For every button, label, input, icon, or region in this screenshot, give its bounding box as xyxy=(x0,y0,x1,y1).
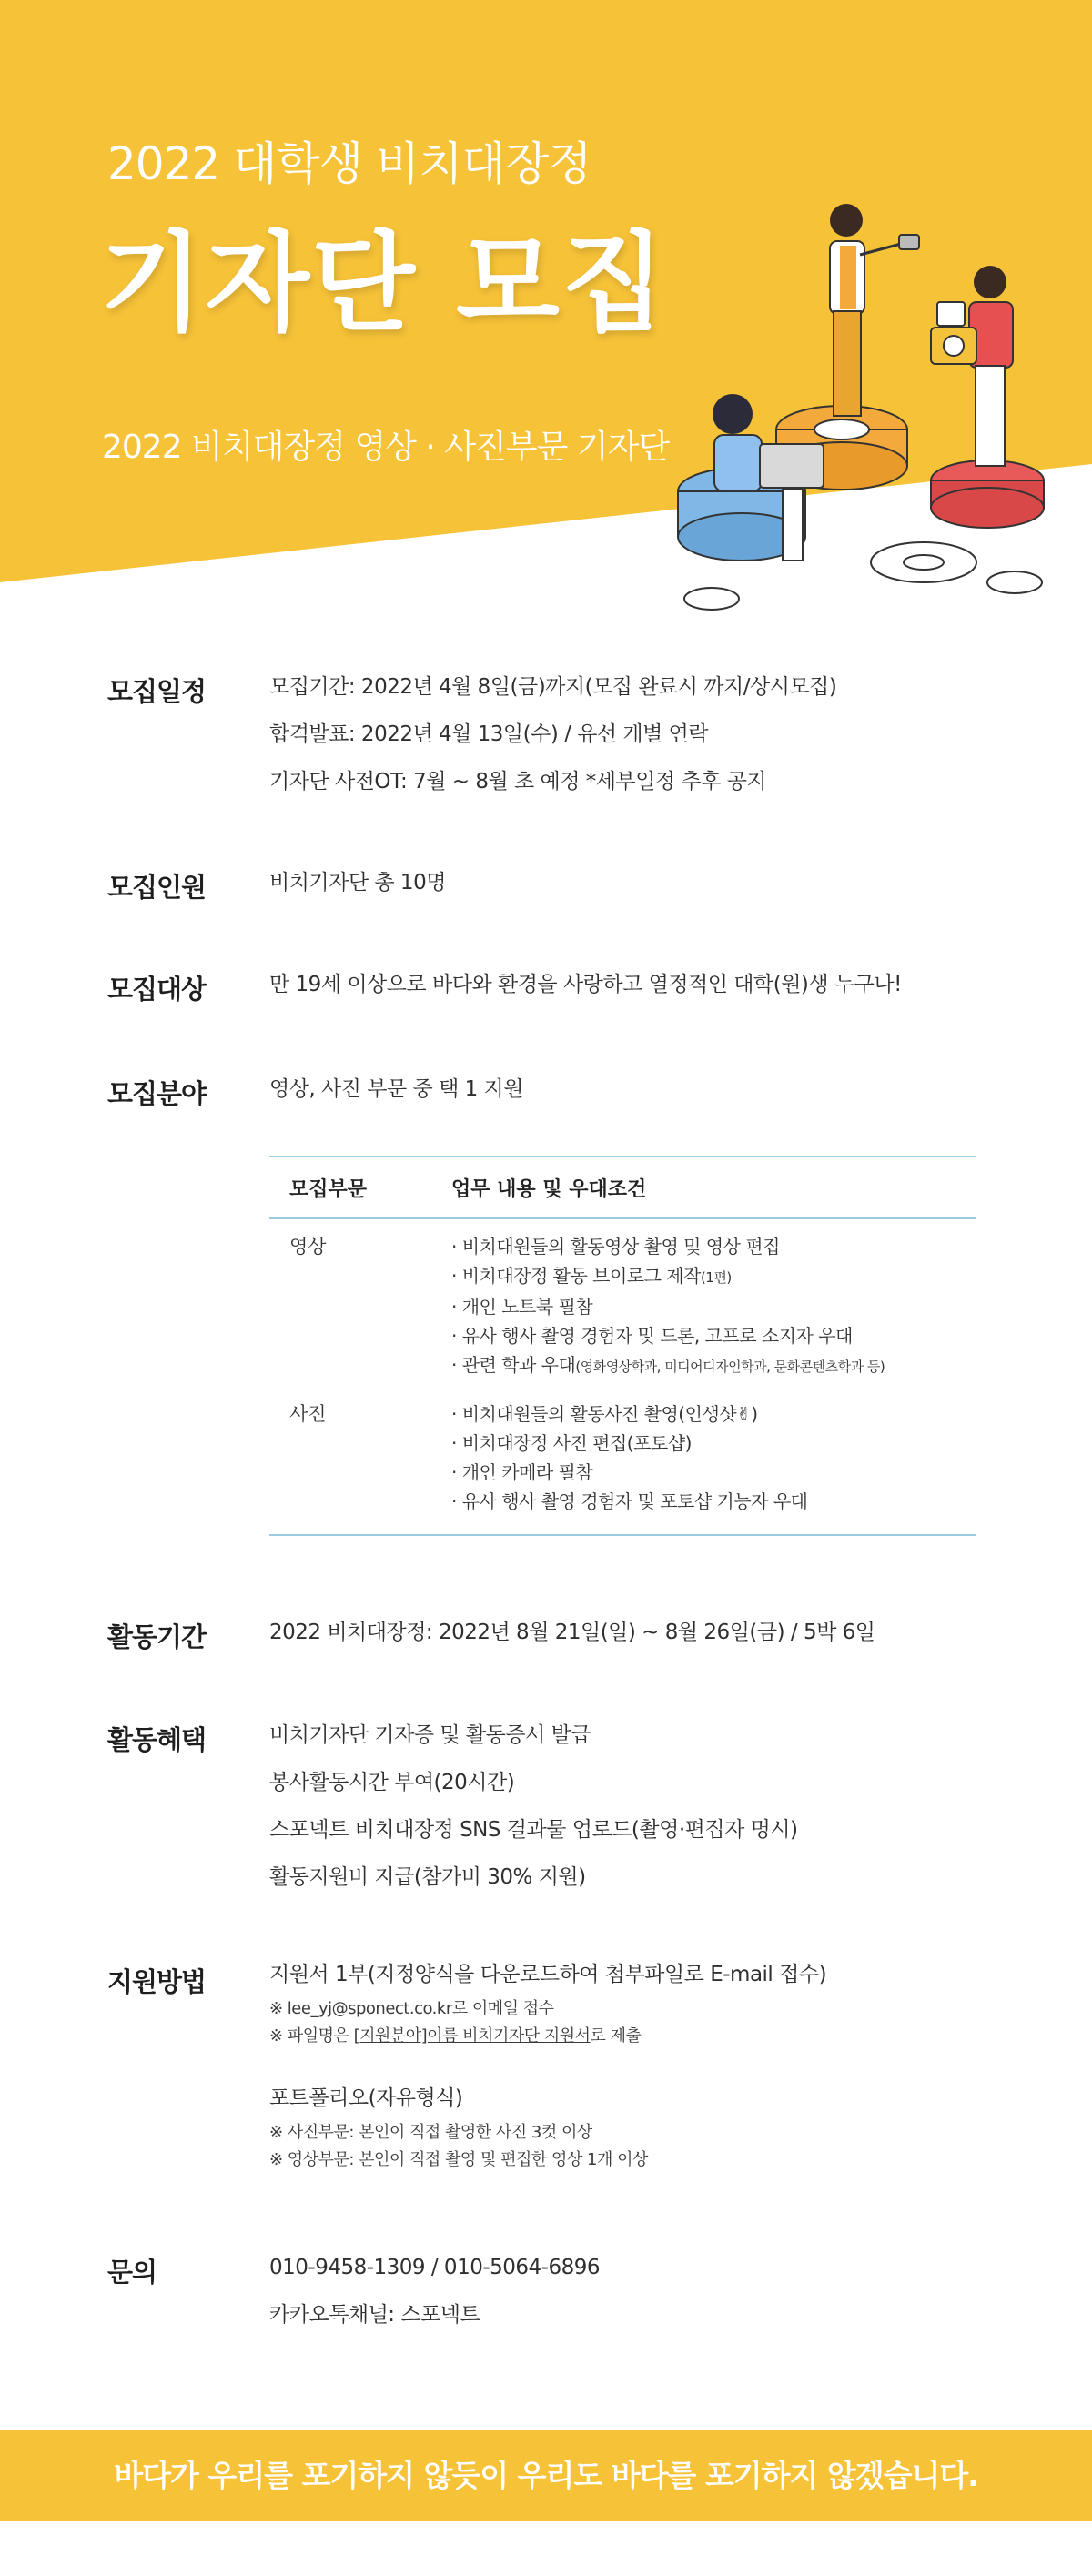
row-item: · 관련 학과 우대(영화영상학과, 미디어디자인학과, 문화콘텐츠학과 등) xyxy=(451,1354,885,1376)
row-item: · 개인 노트북 필참 xyxy=(451,1296,593,1318)
section-label: 모집대상 xyxy=(107,974,207,1005)
man-photographer xyxy=(931,266,1013,466)
section-label: 활동혜택 xyxy=(107,1724,207,1755)
section-period xyxy=(107,1617,1008,1662)
apply-form: 지원서 1부(지정양식을 다운로드하여 첨부파일로 E-mail 접수) xyxy=(269,1963,827,1986)
hero-tagline: 2022 비치대장정 영상 · 사진부문 기자단 xyxy=(102,429,670,466)
footer-slogan: 바다가 우리를 포기하지 않듯이 우리도 바다를 포기하지 않겠습니다. xyxy=(114,2458,978,2493)
row-item: · 비치대원들의 활동사진 촬영(인생샷✌) xyxy=(451,1403,758,1425)
apply-email-note: ※ lee_yj@sponect.co.kr로 이메일 접수 xyxy=(269,1999,554,2018)
row-item: · 비치대장정 활동 브이로그 제작(1편) xyxy=(451,1265,732,1287)
table-row xyxy=(269,1399,976,1516)
row-item: · 비치대장정 사진 편집(포토샵) xyxy=(451,1432,692,1454)
section-target xyxy=(107,969,1008,1015)
target-text: 만 19세 이상으로 바다와 환경을 사랑하고 열정적인 대학(원)생 누구나! xyxy=(269,973,902,996)
section-label: 지원방법 xyxy=(107,1966,207,1997)
schedule-period: 모집기간: 2022년 4월 8일(금)까지(모집 완료시 까지/상시모집) xyxy=(269,675,837,699)
section-label: 활동기간 xyxy=(107,1621,207,1652)
hero-banner xyxy=(0,0,1092,601)
footer-banner xyxy=(0,2430,1092,2521)
apply-photo-note: ※ 사진부문: 본인이 직접 촬영한 사진 3컷 이상 xyxy=(269,2123,592,2142)
field-text: 영상, 사진 부문 중 택 1 지원 xyxy=(269,1077,523,1101)
woman-photographer xyxy=(830,204,919,416)
row-category: 사진 xyxy=(289,1403,327,1425)
victory-hand-icon: ✌) xyxy=(736,1403,758,1425)
section-label: 문의 xyxy=(107,2257,157,2288)
schedule-orientation: 기자단 사전OT: 7월 ~ 8월 초 예정 *세부일정 추후 공지 xyxy=(269,770,767,793)
field-table xyxy=(269,1156,976,1536)
table-header-rule xyxy=(269,1217,976,1219)
apply-video-note: ※ 영상부문: 본인이 직접 촬영 및 편집한 영상 1개 이상 xyxy=(269,2150,648,2169)
benefit-item: 비치기자단 기자증 및 활동증서 발급 xyxy=(269,1723,592,1747)
section-benefits xyxy=(107,1720,1008,1911)
hero-subtitle: 2022 대학생 비치대장정 xyxy=(107,137,592,190)
section-contact xyxy=(107,2252,1008,2352)
row-item: · 개인 카메라 필참 xyxy=(451,1461,593,1483)
table-header-duties: 업무 내용 및 우대조건 xyxy=(451,1177,647,1201)
benefit-item: 봉사활동시간 부여(20시간) xyxy=(269,1771,515,1794)
section-headcount xyxy=(107,867,1008,913)
gear-icon xyxy=(931,460,1044,528)
table-row xyxy=(269,1232,976,1381)
row-item: · 유사 행사 촬영 경험자 및 포토샵 기능자 우대 xyxy=(451,1490,808,1512)
section-field xyxy=(107,1074,1008,1119)
table-header-row xyxy=(269,1157,976,1217)
benefit-item: 활동지원비 지급(참가비 30% 지원) xyxy=(269,1865,586,1889)
section-schedule xyxy=(107,672,1008,808)
table-header-category: 모집부문 xyxy=(289,1177,368,1201)
contact-phone: 010-9458-1309 / 010-5064-6896 xyxy=(269,2256,601,2279)
section-label: 모집일정 xyxy=(107,676,207,707)
reporters-illustration xyxy=(673,191,1056,628)
apply-portfolio: 포트폴리오(자유형식) xyxy=(269,2086,463,2110)
contact-kakao: 카카오톡채널: 스포넥트 xyxy=(269,2303,480,2327)
section-apply xyxy=(107,1962,1008,2180)
row-category: 영상 xyxy=(289,1236,327,1258)
schedule-announcement: 합격발표: 2022년 4월 13일(수) / 유선 개별 연락 xyxy=(269,722,709,746)
headcount-text: 비치기자단 총 10명 xyxy=(269,871,446,894)
period-text: 2022 비치대장정: 2022년 8월 21일(일) ~ 8월 26일(금) / 5박 6일 xyxy=(269,1621,875,1644)
row-item: · 유사 행사 촬영 경험자 및 드론, 고프로 소지자 우대 xyxy=(451,1325,853,1347)
section-label: 모집인원 xyxy=(107,872,207,903)
hero-title: 기자단 모집 xyxy=(100,220,668,346)
benefit-item: 스포넥트 비치대장정 SNS 결과물 업로드(촬영·편집자 명시) xyxy=(269,1818,798,1842)
row-item: · 비치대원들의 활동영상 촬영 및 영상 편집 xyxy=(451,1236,780,1258)
apply-filename-note: ※ 파일명은 [지원분야]이름 비치기자단 지원서로 제출 xyxy=(269,2026,642,2046)
section-label: 모집분야 xyxy=(107,1078,207,1109)
table-bottom-rule xyxy=(269,1534,976,1536)
